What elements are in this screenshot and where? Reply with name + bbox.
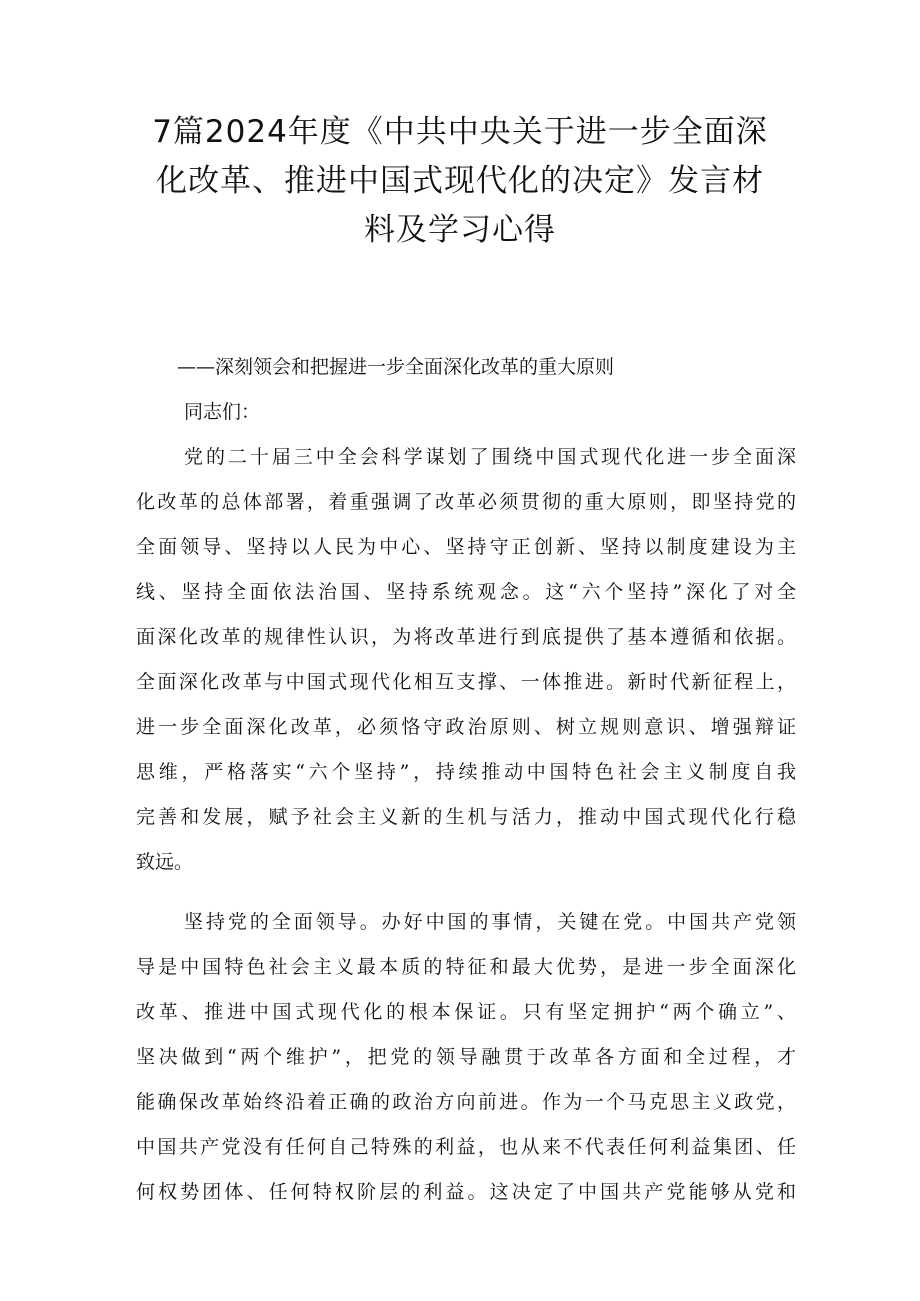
paragraph-line: 全面深化改革与中国式现代化相互支撑、一体推进。新时代新征程上， [136, 671, 796, 693]
paragraph-line: 面深化改革的规律性认识，为将改革进行到底提供了基本遵循和依据。 [136, 626, 796, 648]
title-line: 7篇2024年度《中共中央关于进一步全面深 [152, 114, 768, 150]
paragraph-line: 化改革的总体部署，着重强调了改革必须贯彻的重大原则，即坚持党的 [136, 491, 796, 513]
paragraph-2 [136, 907, 796, 1207]
paragraph-line: 能确保改革始终沿着正确的政治方向前进。作为一个马克思主义政党， [136, 1091, 796, 1113]
paragraph-line: 全面领导、坚持以人民为中心、坚持守正创新、坚持以制度建设为主 [136, 536, 796, 558]
paragraph-line: 改革、推进中国式现代化的根本保证。只有坚定拥护“两个确立”、 [136, 1001, 796, 1023]
paragraph-line: 中国共产党没有任何自己特殊的利益，也从来不代表任何利益集团、任 [136, 1136, 796, 1158]
paragraph-gap [136, 892, 796, 907]
paragraph-line: 何权势团体、任何特权阶层的利益。这决定了中国共产党能够从党和 [136, 1181, 796, 1203]
title-line: 料及学习心得 [364, 212, 556, 248]
paragraph-line: 导是中国特色社会主义最本质的特征和最大优势，是进一步全面深化 [136, 956, 796, 978]
paragraph-line: 完善和发展，赋予社会主义新的生机与活力，推动中国式现代化行稳 [136, 806, 796, 828]
paragraph-line: 进一步全面深化改革，必须恪守政治原则、树立规则意识、增强辩证 [136, 716, 796, 738]
paragraph-line: 致远。 [136, 851, 194, 873]
subtitle: ——深刻领会和把握进一步全面深化改革的重大原则 [177, 356, 615, 378]
paragraph-1 [136, 442, 796, 877]
paragraph-line: 党的二十届三中全会科学谋划了围绕中国式现代化进一步全面深 [184, 446, 796, 468]
salutation: 同志们： [184, 401, 261, 423]
document-body [136, 352, 796, 1222]
paragraph-line: 坚决做到“两个维护”，把党的领导融贯于改革各方面和全过程，才 [136, 1046, 796, 1068]
paragraph-line: 坚持党的全面领导。办好中国的事情，关键在党。中国共产党领 [184, 911, 796, 933]
title-line: 化改革、推进中国式现代化的决定》发言材 [156, 163, 764, 199]
paragraph-line: 思维，严格落实“六个坚持”，持续推动中国特色社会主义制度自我 [136, 761, 796, 783]
paragraph-line: 线、坚持全面依法治国、坚持系统观念。这“六个坚持”深化了对全 [136, 581, 796, 603]
document-title [130, 108, 790, 255]
